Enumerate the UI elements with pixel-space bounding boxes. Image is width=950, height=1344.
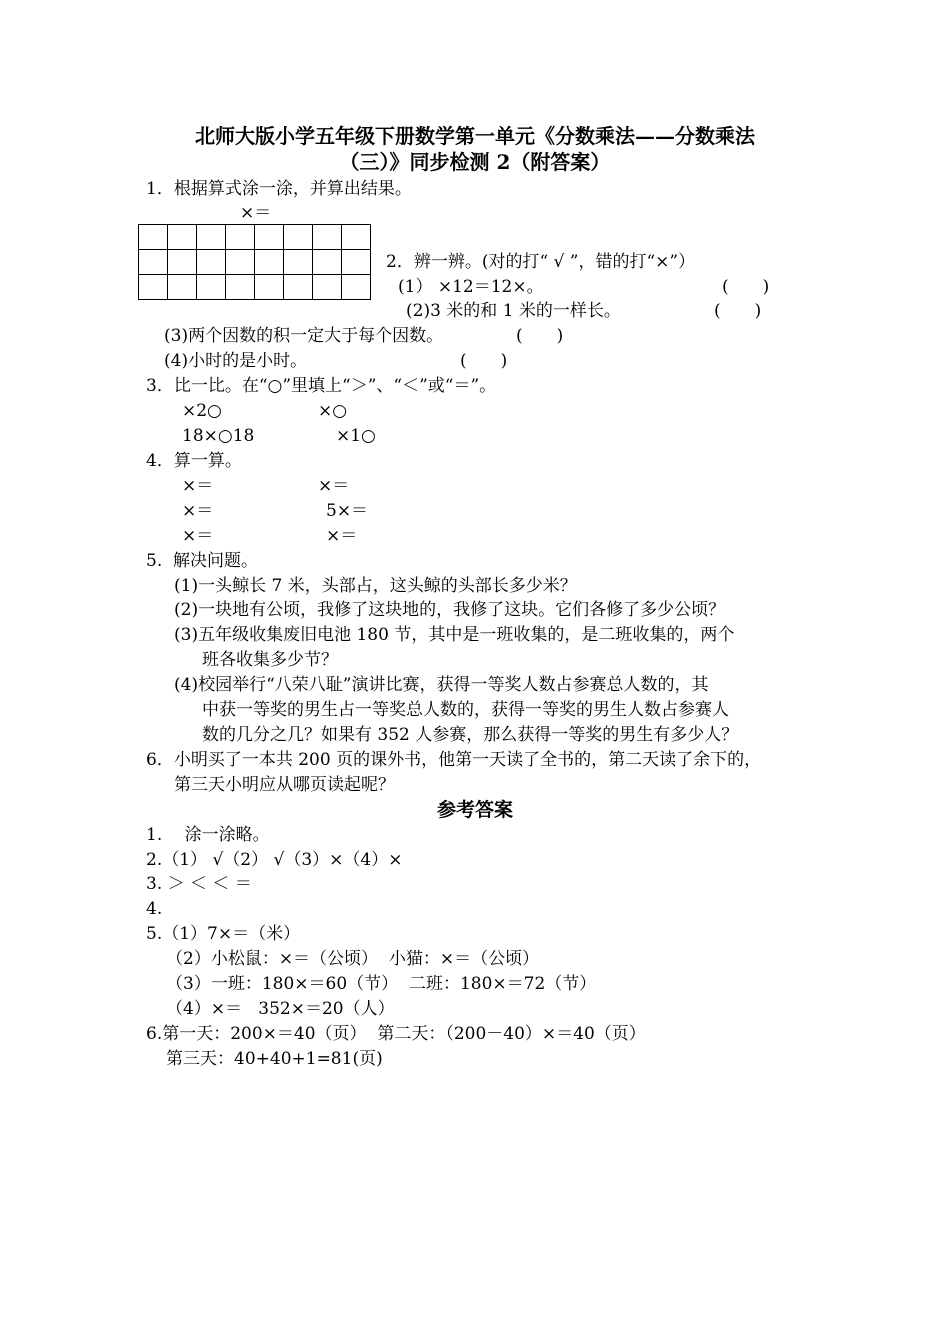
grid-cell[interactable] [342, 225, 371, 250]
q5-line-4: 班各收集多少节？ [202, 650, 338, 670]
q2-answer-paren-2[interactable]: ( ) [714, 301, 762, 321]
grid-row [139, 250, 371, 275]
q1-heading: 1．根据算式涂一涂，并算出结果。 [146, 179, 412, 199]
grid-cell[interactable] [226, 250, 255, 275]
grid-cell[interactable] [284, 250, 313, 275]
grid-cell[interactable] [342, 250, 371, 275]
grid-row [139, 275, 371, 300]
q1-shading-grid [138, 224, 371, 300]
grid-cell[interactable] [255, 225, 284, 250]
page-title-line-2: （三）》同步检测 2（附答案） [339, 150, 611, 174]
answer-line-10: 第三天：40+40+1=81(页) [166, 1049, 383, 1069]
q1-expression: ×＝ [240, 203, 272, 223]
q3-compare-1: ×2○ [182, 401, 222, 421]
q2-answer-paren-3[interactable]: ( ) [516, 326, 564, 346]
q4-heading: 4．算一算。 [146, 451, 242, 471]
grid-row [139, 225, 371, 250]
answer-line-8: （4）×＝ 352×＝20（人） [166, 999, 395, 1019]
grid-cell[interactable] [197, 250, 226, 275]
answer-line-1: 1. 涂一涂略。 [146, 825, 270, 845]
grid-cell[interactable] [313, 225, 342, 250]
grid-cell[interactable] [168, 225, 197, 250]
q4-calc-3: ×＝ [182, 501, 214, 521]
grid-cell[interactable] [139, 250, 168, 275]
grid-cell[interactable] [168, 250, 197, 275]
answer-line-4: 4. [146, 899, 163, 919]
grid-cell[interactable] [255, 275, 284, 300]
q2-heading: 2．辨一辨。(对的打“ √ ”，错的打“×”） [386, 252, 696, 272]
grid-cell[interactable] [284, 225, 313, 250]
grid-cell[interactable] [255, 250, 284, 275]
answers-title: 参考答案 [436, 799, 513, 821]
q4-calc-4: 5×＝ [326, 501, 369, 521]
q3-heading: 3．比一比。在“○”里填上“＞”、“＜”或“＝”。 [146, 376, 497, 396]
answer-line-9: 6.第一天：200×＝40（页） 第二天：（200－40）×＝40（页） [146, 1024, 646, 1044]
answer-line-5: 5.（1）7×＝（米） [146, 924, 301, 944]
q2-answer-paren-1[interactable]: ( ) [722, 277, 770, 297]
answer-line-2: 2.（1） √（2） √（3）×（4）× [146, 850, 403, 870]
q2-item-2: (2)3 米的和 1 米的一样长。 [406, 301, 621, 321]
answer-line-3: 3. ＞ ＜ ＜ ＝ [146, 874, 252, 894]
grid-cell[interactable] [313, 250, 342, 275]
grid-cell[interactable] [168, 275, 197, 300]
grid-cell[interactable] [284, 275, 313, 300]
q5-heading: 5. 解决问题。 [146, 551, 259, 571]
q6-line-1: 6．小明买了一本共 200 页的课外书，他第一天读了全书的，第二天读了余下的， [146, 750, 762, 770]
q5-line-5: (4)校园举行“八荣八耻”演讲比赛，获得一等奖人数占参赛总人数的，其 [174, 675, 709, 695]
q3-compare-3: 18×○18 [182, 426, 255, 446]
q4-calc-5: ×＝ [182, 526, 214, 546]
grid-cell[interactable] [139, 225, 168, 250]
q5-line-1: (1)一头鲸长 7 米，头部占，这头鲸的头部长多少米？ [174, 576, 577, 596]
q3-compare-4: ×1○ [336, 426, 376, 446]
grid-cell[interactable] [197, 225, 226, 250]
grid-cell[interactable] [139, 275, 168, 300]
q5-line-2: (2)一块地有公顷，我修了这块地的，我修了这块。它们各修了多少公顷？ [174, 600, 726, 620]
grid-cell[interactable] [226, 275, 255, 300]
q5-line-7: 数的几分之几？如果有 352 人参赛，那么获得一等奖的男生有多少人？ [202, 725, 739, 745]
q6-line-2: 第三天小明应从哪页读起呢？ [174, 775, 395, 795]
grid-cell[interactable] [197, 275, 226, 300]
q2-item-1: (1） ×12＝12×。 [398, 277, 544, 297]
q5-line-6: 中获一等奖的男生占一等奖总人数的，获得一等奖的男生人数占参赛人 [202, 700, 729, 720]
grid-cell[interactable] [226, 225, 255, 250]
q4-calc-2: ×＝ [318, 476, 350, 496]
q4-calc-1: ×＝ [182, 476, 214, 496]
q5-line-3: (3)五年级收集废旧电池 180 节，其中是一班收集的，是二班收集的，两个 [174, 625, 735, 645]
grid-cell[interactable] [313, 275, 342, 300]
q2-item-4: (4)小时的是小时。 [164, 351, 308, 371]
page-title-line-1: 北师大版小学五年级下册数学第一单元《分数乘法——分数乘法 [195, 124, 755, 148]
q2-item-3: (3)两个因数的积一定大于每个因数。 [164, 326, 444, 346]
q3-compare-2: ×○ [318, 401, 348, 421]
grid-cell[interactable] [342, 275, 371, 300]
q2-answer-paren-4[interactable]: ( ) [460, 351, 508, 371]
answer-line-6: （2）小松鼠：×＝（公顷） 小猫：×＝（公顷） [166, 949, 540, 969]
answer-line-7: （3）一班：180×＝60（节） 二班：180×＝72（节） [166, 974, 597, 994]
q4-calc-6: ×＝ [326, 526, 358, 546]
